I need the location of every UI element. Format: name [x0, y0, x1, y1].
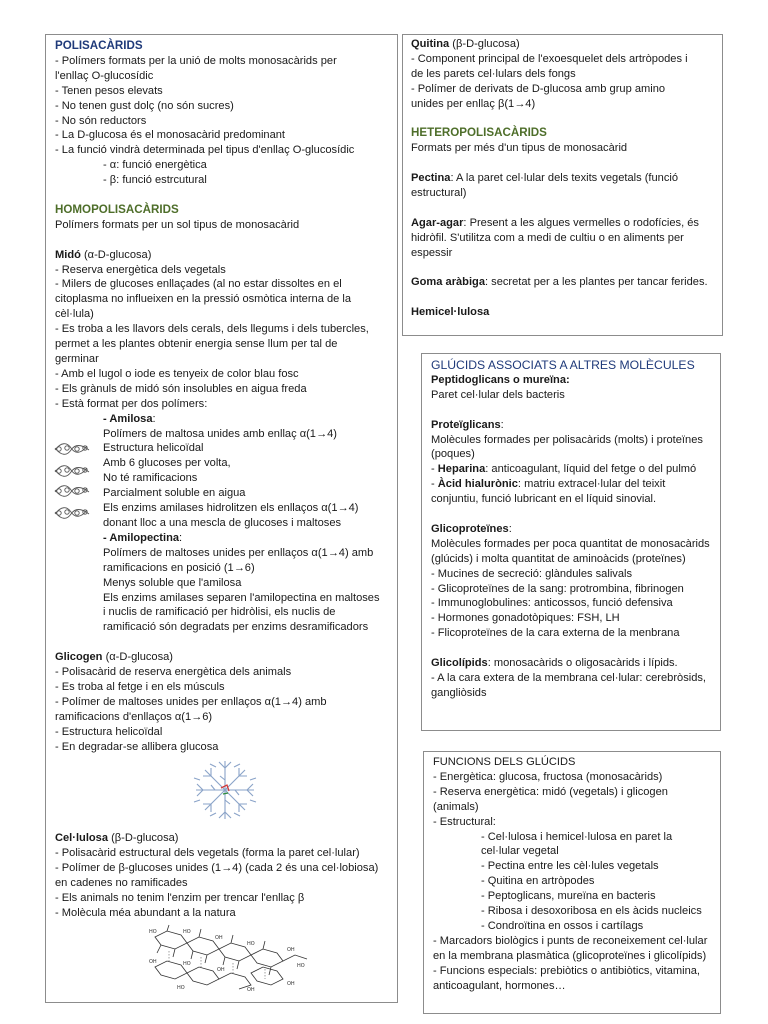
text-line: - A la cara extera de la membrana cel·lular: cerebròsids, gangliòsids	[431, 671, 707, 699]
text-line: ramificacions d'enllaços α(1→6)	[55, 710, 213, 723]
text-line: Polímers formats per un sol tipus de monosacàrid	[55, 218, 300, 231]
quitina-heteropolisacarids-panel	[402, 34, 723, 336]
text-line: - Glicoproteïnes de la sang: protrombina, fibrinogen	[431, 582, 684, 595]
text-line: - Tenen pesos elevats	[55, 84, 163, 97]
text-line: citoplasma no influeixen en la pressió osmòtica interna de la	[55, 293, 351, 306]
text-line: germinar	[55, 353, 99, 365]
text-line: - Funcions especials: prebiòtics o antibiòtics, vitamina, anticoagulant, hormones…	[433, 964, 700, 992]
text-line: en cadenes no ramificades	[55, 877, 188, 890]
text-line: - Immunoglobulines: anticossos, funció defensiva	[431, 597, 673, 610]
text-line: - Flicoproteïnes de la cara externa de la menbrana	[431, 627, 680, 640]
text-line: - No són reductors	[55, 114, 147, 127]
text-line: - Quitina en artròpodes	[481, 875, 595, 888]
text-line: - Polímer de derivats de D-glucosa amb grup amino	[411, 82, 666, 95]
text-line: - Polímers formats per la unió de molts monosacàrids per	[55, 54, 337, 67]
text-line: Molècules formades per polisacàrids (molts) i proteïnes (poques)	[431, 433, 703, 461]
text-line: - Ribosa i desoxoribosa en els àcids nucleics	[481, 905, 702, 918]
svg-text:HO: HO	[297, 962, 305, 969]
associats-heading: GLÚCIDS ASSOCIATS A ALTRES MOLÈCULES	[431, 358, 695, 372]
glicogen-qualifier: (α-D-glucosa)	[105, 651, 174, 664]
text-line: Polímers de maltoses unides per enllaços α(1→4) amb	[103, 546, 374, 559]
text-line: - Polisacàrid estructural dels vegetals (forma la paret cel·lular)	[55, 847, 360, 860]
text-line: - Milers de glucoses enllaçades (al no estar dissoltes en el	[55, 278, 342, 291]
text-line: - Polímer de β-glucoses unides (1→4) (cada 2 és una cel·lobiosa)	[55, 862, 379, 875]
text-line: - Es troba al fetge i en els músculs	[55, 680, 225, 693]
text-line: - Pectina entre les cèl·lules vegetals	[481, 860, 659, 873]
text-line: ramificació són degradats per enzims desramificadors	[103, 621, 369, 634]
heteropolisacarids-heading: HETEROPOLISACÀRIDS	[411, 126, 547, 140]
mido-qualifier: (α-D-glucosa)	[83, 248, 152, 261]
amilosa-heading: - Amilosa:	[103, 412, 156, 425]
text-line: - Component principal de l'exoesquelet dels artròpodes i	[411, 52, 688, 65]
text-line: de les parets cel·lulars dels fongs	[411, 67, 576, 80]
svg-text:HO: HO	[177, 984, 185, 991]
text-line: - β: funció estrcutural	[103, 174, 207, 187]
text-line: Molècules formades per poca quantitat de monosacàrids (glúcids) i molta quantitat de aminoàcids (proteïnes)	[431, 537, 710, 565]
text-line: - Amb el lugol o iode es tenyeix de color blau fosc	[55, 367, 299, 380]
glicogen-heading: Glicogen (α-D-glucosa)	[55, 651, 174, 664]
text-line: - En degradar-se allibera glucosa	[55, 740, 219, 753]
text-line: - Estructura helicoïdal	[55, 725, 163, 738]
glicolipids-entry: Glicolípids: monosacàrids o oligosacàrids i lípids.	[431, 657, 678, 670]
amilosa-section	[55, 412, 388, 636]
text-line: - La funció vindrà determinada pel tipus d'enllaç O-glucosídic	[55, 144, 355, 157]
text-line: Els enzims amilases separen l'amilopectina en maltoses	[103, 591, 380, 604]
svg-text:HO: HO	[183, 928, 191, 935]
text-line: ramificacions en posició (1→6)	[103, 561, 255, 574]
cellulosa-qualifier: (β-D-glucosa)	[108, 832, 179, 845]
svg-text:HO: HO	[247, 940, 255, 947]
text-line: - Els grànuls de midó són insolubles en aigua freda	[55, 382, 307, 395]
text-line: cèl·lula)	[55, 308, 94, 321]
heparina-entry: - Heparina: anticoagulant, líquid del fetge o del pulmó	[431, 463, 697, 476]
text-line: Estructura helicoïdal	[103, 442, 204, 455]
glycogen-molecule-figure	[55, 758, 388, 827]
amylose-helix-icons	[53, 440, 93, 524]
text-line: Parcialment soluble en aigua	[103, 487, 246, 500]
svg-text:OH: OH	[287, 946, 295, 953]
text-line: - α: funció energètica	[103, 159, 207, 172]
text-line: - No tenen gust dolç (no són sucres)	[55, 99, 234, 112]
text-line: - Peptoglicans, mureïna en bacteris	[481, 890, 656, 903]
text-line: - Estructural:	[433, 815, 496, 828]
text-line: - Cel·lulosa i hemicel·lulosa en paret la cel·lular vegetal	[481, 830, 673, 858]
hemicellulosa-entry: Hemicel·lulosa	[411, 306, 490, 319]
text-line: - Es troba a les llavors dels cerals, dels llegums i dels tubercles,	[55, 323, 369, 336]
peptidoglicans-heading: Peptidoglicans o mureïna:	[431, 373, 570, 386]
polisacarids-panel	[45, 34, 398, 1003]
svg-text:OH: OH	[247, 986, 255, 991]
text-line: Paret cel·lular dels bacteris	[431, 388, 565, 401]
text-line: - Polímer de maltoses unides per enllaços α(1→4) amb	[55, 695, 327, 708]
text-line: - Els animals no tenim l'enzim per trencar l'enllaç β	[55, 891, 305, 904]
text-line: Polímers de maltosa unides amb enllaç α(1→4)	[103, 427, 337, 440]
svg-text:OH: OH	[217, 966, 225, 973]
glucids-associats-panel	[421, 353, 721, 731]
text-line: - Polisacàrid de reserva energètica dels animals	[55, 666, 292, 679]
mido-heading: Midó (α-D-glucosa)	[55, 248, 152, 261]
text-line: i nuclis de ramificació per hidròlisi, els nuclis de	[103, 606, 336, 619]
text-line: - Molècula méa abundant a la natura	[55, 906, 236, 919]
text-line: - Energètica: glucosa, fructosa (monosacàrids)	[433, 770, 663, 783]
glicoproteines-heading: Glicoproteïnes:	[431, 522, 512, 535]
svg-text:HO: HO	[183, 960, 191, 967]
agar-entry: Agar-agar: Present a les algues vermelles o rodofícies, és hidròfil. S'utilitza com a medi de cultiu o en aliments per espessir	[411, 216, 699, 259]
quitina-heading: Quitina (β-D-glucosa)	[411, 38, 520, 50]
text-line: Amb 6 glucoses per volta,	[103, 457, 231, 470]
svg-text:OH: OH	[215, 934, 223, 941]
text-line: l'enllaç O-glucosídic	[55, 69, 154, 82]
amilopectina-heading: - Amilopectina:	[103, 531, 183, 544]
svg-text:OH: OH	[149, 958, 157, 965]
text-line: Menys soluble que l'amilosa	[103, 576, 242, 589]
text-line: - Marcadors biològics i punts de reconeixement cel·lular en la membrana plasmàtica (glicoproteïnes i glicolípids)	[433, 934, 708, 962]
text-line: - La D-glucosa és el monosacàrid predominant	[55, 129, 286, 142]
proteoglicans-heading: Proteïglicans:	[431, 418, 504, 431]
svg-text:HO: HO	[149, 928, 157, 935]
text-line: Els enzims amilases hidrolitzen els enllaços α(1→4)	[103, 502, 359, 515]
text-line: - Hormones gonadotòpiques: FSH, LH	[431, 612, 620, 625]
pectina-entry: Pectina: A la paret cel·lular dels texits vegetals (funció estructural)	[411, 172, 679, 200]
homopolisacarids-heading: HOMOPOLISACÀRIDS	[55, 202, 179, 216]
funcions-panel	[423, 751, 721, 1014]
text-line: No té ramificacions	[103, 472, 198, 485]
text-line: - Condroïtina en ossos i cartílags	[481, 919, 644, 932]
text-line: permet a les plantes obtenir energia sense llum per tal de	[55, 338, 338, 351]
text-line: unides per enllaç β(1→4)	[411, 97, 536, 110]
text-line: - Mucines de secreció: glàndules salivals	[431, 567, 633, 580]
svg-text:OH: OH	[287, 980, 295, 987]
cellulose-structure-figure	[55, 923, 388, 996]
text-line: donant lloc a una mescla de glucoses i maltoses	[103, 516, 342, 529]
cellulosa-heading: Cel·lulosa (β-D-glucosa)	[55, 832, 179, 845]
funcions-heading: FUNCIONS DELS GLÚCIDS	[433, 756, 576, 768]
hialuronic-entry: - Àcid hialurònic: matriu extracel·lular del teixit conjuntiu, funció lubricant en el líquid sinovial.	[431, 478, 666, 506]
text-line: Formats per més d'un tipus de monosacàrid	[411, 142, 628, 155]
text-line: - Reserva energètica dels vegetals	[55, 263, 226, 276]
quitina-qualifier: (β-D-glucosa)	[449, 38, 520, 50]
polisacarids-heading: POLISACÀRIDS	[55, 39, 143, 52]
goma-entry: Goma aràbiga: secretat per a les plantes per tancar ferides.	[411, 276, 708, 289]
text-line: - Reserva energètica: midó (vegetals) i glicogen (animals)	[433, 785, 668, 813]
text-line: - Està format per dos polímers:	[55, 397, 208, 410]
